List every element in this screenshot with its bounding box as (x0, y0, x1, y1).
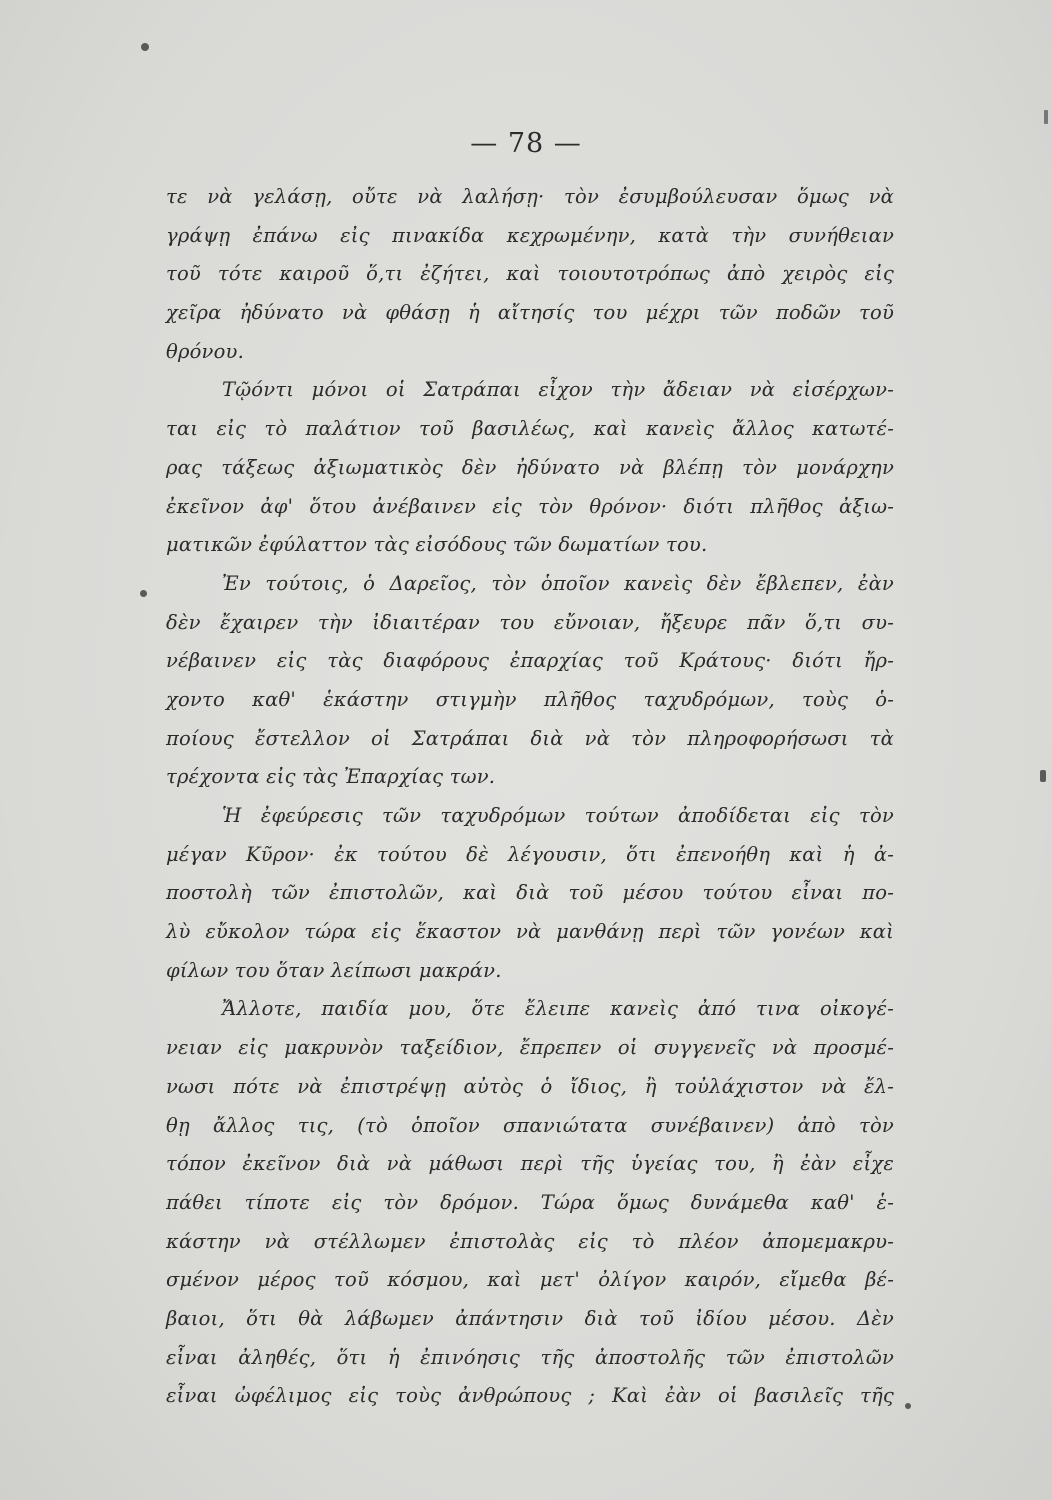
text-line: σμένον μέρος τοῦ κόσμου, καὶ μετ' ὀλίγον καιρόν, εἴμεθα βέ- (166, 1268, 894, 1292)
text-line: κάστην νὰ στέλλωμεν ἐπιστολὰς εἰς τὸ πλέον ἀπομεμακρυ- (166, 1229, 894, 1253)
binding-mark (1040, 770, 1046, 782)
text-line: ἐκεῖνον ἀφ' ὅτου ἀνέβαινεν εἰς τὸν θρόνον· διότι πλῆθος ἀξιω- (166, 494, 894, 518)
text-line: εἶναι ἀληθές, ὅτι ἡ ἐπινόησις τῆς ἀποστολῆς τῶν ἐπιστολῶν (166, 1345, 894, 1369)
text-line: φίλων του ὅταν λείπωσι μακράν. (166, 958, 502, 982)
page-number: — 78 — (470, 128, 582, 159)
text-line: πάθει τίποτε εἰς τὸν δρόμον. Τώρα ὅμως δυνάμεθα καθ' ἑ- (166, 1190, 894, 1214)
text-line: νωσι πότε νὰ ἐπιστρέψῃ αὐτὸς ὁ ἴδιος, ἢ τοὐλάχιστον νὰ ἔλ- (166, 1074, 894, 1098)
text-line: τε νὰ γελάσῃ, οὔτε νὰ λαλήσῃ· τὸν ἐσυμβούλευσαν ὅμως νὰ (166, 185, 894, 208)
text-line: θρόνου. (166, 339, 244, 363)
text-line: τρέχοντα εἰς τὰς Ἐπαρχίας των. (166, 765, 496, 789)
text-line: ποστολὴ τῶν ἐπιστολῶν, καὶ διὰ τοῦ μέσου τούτου εἶναι πο- (166, 881, 894, 905)
text-line: βαιοι, ὅτι θὰ λάβωμεν ἀπάντησιν διὰ τοῦ ἰδίου μέσου. Δὲν (166, 1306, 894, 1330)
text-line: θῃ ἄλλος τις, (τὸ ὁποῖον σπανιώτατα συνέβαινεν) ἀπὸ τὸν (166, 1113, 894, 1137)
text-line: Ἡ ἐφεύρεσις τῶν ταχυδρόμων τούτων ἀποδίδεται εἰς τὸν (222, 804, 894, 827)
text-line: ρας τάξεως ἀξιωματικὸς δὲν ἠδύνατο νὰ βλέπῃ τὸν μονάρχην (166, 455, 894, 479)
ink-spot (140, 590, 147, 597)
ink-spot (905, 1403, 911, 1409)
text-line: ματικῶν ἐφύλαττον τὰς εἰσόδους τῶν δωματίων του. (166, 533, 708, 557)
text-line: γράψῃ ἐπάνω εἰς πινακίδα κεχρωμένην, κατὰ τὴν συνήθειαν (166, 223, 894, 247)
text-line: τόπον ἐκεῖνον διὰ νὰ μάθωσι περὶ τῆς ὑγείας του, ἢ ἐὰν εἶχε (166, 1152, 894, 1176)
body-text (166, 178, 894, 1416)
text-line: ποίους ἔστελλον οἱ Σατράπαι διὰ νὰ τὸν πληροφορήσωσι τὰ (166, 726, 894, 750)
text-line: εἶναι ὠφέλιμος εἰς τοὺς ἀνθρώπους ; Καὶ ἐὰν οἱ βασιλεῖς τῆς (166, 1384, 894, 1408)
text-line: λὺ εὔκολον τώρα εἰς ἕκαστον νὰ μανθάνῃ περὶ τῶν γονέων καὶ (166, 920, 894, 944)
text-line: ται εἰς τὸ παλάτιον τοῦ βασιλέως, καὶ κανεὶς ἄλλος κατωτέ- (166, 417, 894, 441)
text-line: Ἐν τούτοις, ὁ Δαρεῖος, τὸν ὁποῖον κανεὶς δὲν ἔβλεπεν, ἐὰν (222, 571, 894, 595)
text-line: Ἄλλοτε, παιδία μου, ὅτε ἔλειπε κανεὶς ἀπό τινα οἰκογέ- (222, 997, 894, 1021)
binding-mark (1044, 110, 1048, 124)
text-line: Τῷόντι μόνοι οἱ Σατράπαι εἶχον τὴν ἄδειαν νὰ εἰσέρχων- (222, 378, 894, 402)
text-line: χεῖρα ἠδύνατο νὰ φθάσῃ ἡ αἴτησίς του μέχρι τῶν ποδῶν τοῦ (166, 301, 894, 325)
text-line: τοῦ τότε καιροῦ ὅ,τι ἐζήτει, καὶ τοιουτοτρόπως ἀπὸ χειρὸς εἰς (166, 262, 894, 286)
text-line: μέγαν Κῦρον· ἐκ τούτου δὲ λέγουσιν, ὅτι ἐπενοήθη καὶ ἡ ἀ- (166, 842, 894, 866)
text-line: νέβαινεν εἰς τὰς διαφόρους ἐπαρχίας τοῦ Κράτους· διότι ἤρ- (166, 649, 894, 673)
text-line: χοντο καθ' ἑκάστην στιγμὴν πλῆθος ταχυδρόμων, τοὺς ὁ- (166, 687, 894, 711)
text-line: νειαν εἰς μακρυνὸν ταξείδιον, ἔπρεπεν οἱ συγγενεῖς νὰ προσμέ- (166, 1036, 894, 1060)
text-line: δὲν ἔχαιρεν τὴν ἰδιαιτέραν του εὔνοιαν, ἤξευρε πᾶν ὅ,τι συ- (166, 610, 894, 634)
ink-spot (141, 43, 149, 51)
